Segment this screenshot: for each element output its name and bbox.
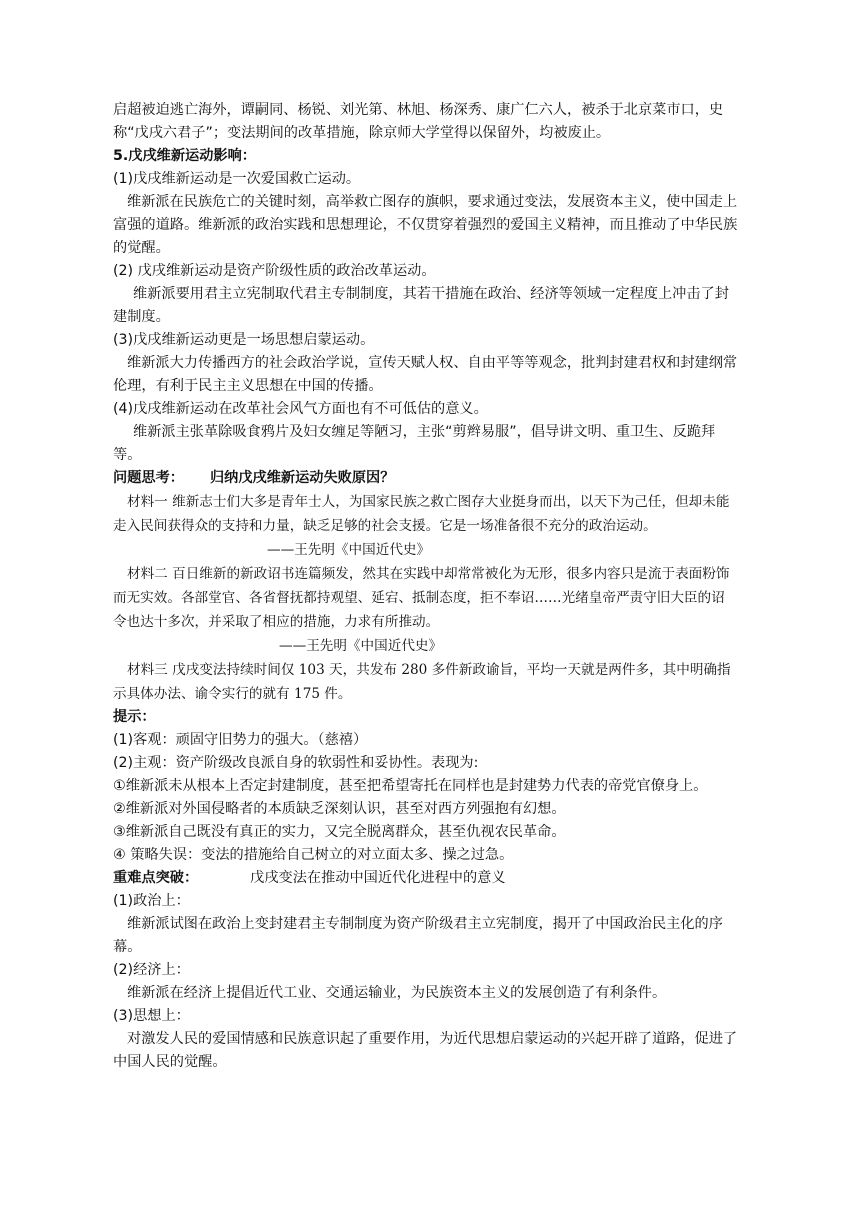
key-economy-body: 维新派在经济上提倡近代工业、交通运输业，为民族资本主义的发展创造了有利条件。 [127,985,667,1001]
influence-item-1-title: (1)戊戌维新运动是一次爱国救亡运动。 [113,171,361,187]
influence-item-2-body: 维新派要用君主立宪制取代君主专制制度，其若干措施在政治、经济等领域一定程度上冲击了封建制度。 [113,286,729,325]
section-heading-influence: 5.戊戌维新运动影响： [113,148,256,164]
document-body [113,99,738,1074]
influence-item-3-title: (3)戊戌维新运动更是一场思想启蒙运动。 [113,332,375,348]
key-politics-title: (1)政治上： [113,893,190,909]
material-2-source: ——王先明《中国近代史》 [279,638,443,654]
influence-item-4-body: 维新派主张革除吸食鸦片及妇女缠足等陋习，主张“剪辫易服”，倡导讲文明、重卫生、反跪拜等。 [113,424,716,463]
hint-objective: (1)客观：顽固守旧势力的强大。（慈禧） [113,732,368,748]
material-3: 材料三 戊戌变法持续时间仅 103 天，共发布 280 多件新政谕旨，平均一天就是两件多，其中明确指示具体办法、谕令实行的就有 175 件。 [113,662,731,702]
influence-item-2-title: (2) 戊戌维新运动是资产阶级性质的政治改革运动。 [113,263,436,279]
influence-item-4-title: (4)戊戌维新运动在改革社会风气方面也有不可低估的意义。 [113,401,488,417]
question-heading [113,467,738,490]
influence-item-3-body: 维新派大力传播西方的社会政治学说，宣传天赋人权、自由平等等观念，批判封建君权和封建纲常伦理，有利于民主主义思想在中国的传播。 [113,355,738,394]
hint-point-3: ③维新派自己既没有真正的实力，又完全脱离群众，甚至仇视农民革命。 [113,824,566,840]
key-label: 重难点突破： [113,870,199,886]
influence-item-1-body: 维新派在民族危亡的关键时刻，高举救亡图存的旗帜，要求通过变法，发展资本主义，使中国走上富强的道路。维新派的政治实践和思想理论，不仅贯穿着强烈的爱国主义精神，而且推动了中华民族的觉醒。 [113,194,738,256]
hint-subjective: (2)主观：资产阶级改良派自身的软弱性和妥协性。表现为: [113,755,479,771]
paragraph-wuxu-aftermath: 启超被迫逃亡海外，谭嗣同、杨锐、刘光第、林旭、杨深秀、康广仁六人，被杀于北京菜市口，史称“戊戌六君子”；变法期间的改革措施，除京师大学堂得以保留外，均被废止。 [113,102,724,141]
material-1-source: ——王先明《中国近代史》 [267,542,431,558]
material-2: 材料二 百日维新的新政诏书连篇频发，然其在实践中却常常被化为无形，很多内容只是流于表面粉饰而无实效。各部堂官、各省督抚都持观望、延宕、抵制态度，拒不奉诏……光绪皇帝严责守旧大臣的诏令也达十多次，并采取了相应的措施，力求有所推动。 [113,566,730,630]
hint-heading: 提示： [113,709,156,725]
hint-point-4: ④ 策略失误：变法的措施给自己树立的对立面太多、操之过急。 [113,847,514,863]
hint-point-1: ①维新派未从根本上否定封建制度，甚至把希望寄托在同样也是封建势力代表的帝党官僚身上。 [113,778,708,794]
key-economy-title: (2)经济上： [113,962,190,978]
key-thought-body: 对激发人民的爱国情感和民族意识起了重要作用，为近代思想启蒙运动的兴起开辟了道路，促进了中国人民的觉醒。 [113,1031,738,1070]
question-label: 问题思考： [113,470,184,486]
key-thought-title: (3)思想上： [113,1008,190,1024]
hint-point-2: ②维新派对外国侵略者的本质缺乏深刻认识，甚至对西方列强抱有幻想。 [113,801,566,817]
key-text: 戊戌变法在推动中国近代化进程中的意义 [250,870,506,886]
key-politics-body: 维新派试图在政治上变封建君主专制制度为资产阶级君主立宪制度，揭开了中国政治民主化的序幕。 [113,916,723,955]
question-text: 归纳戊戌维新运动失败原因？ [209,470,395,486]
key-heading [113,867,738,890]
material-1: 材料一 维新志士们大多是青年士人，为国家民族之救亡图存大业挺身而出，以天下为己任，但却未能走入民间获得众的支持和力量，缺乏足够的社会支援。它是一场准备很不充分的政治运动。 [113,494,730,534]
